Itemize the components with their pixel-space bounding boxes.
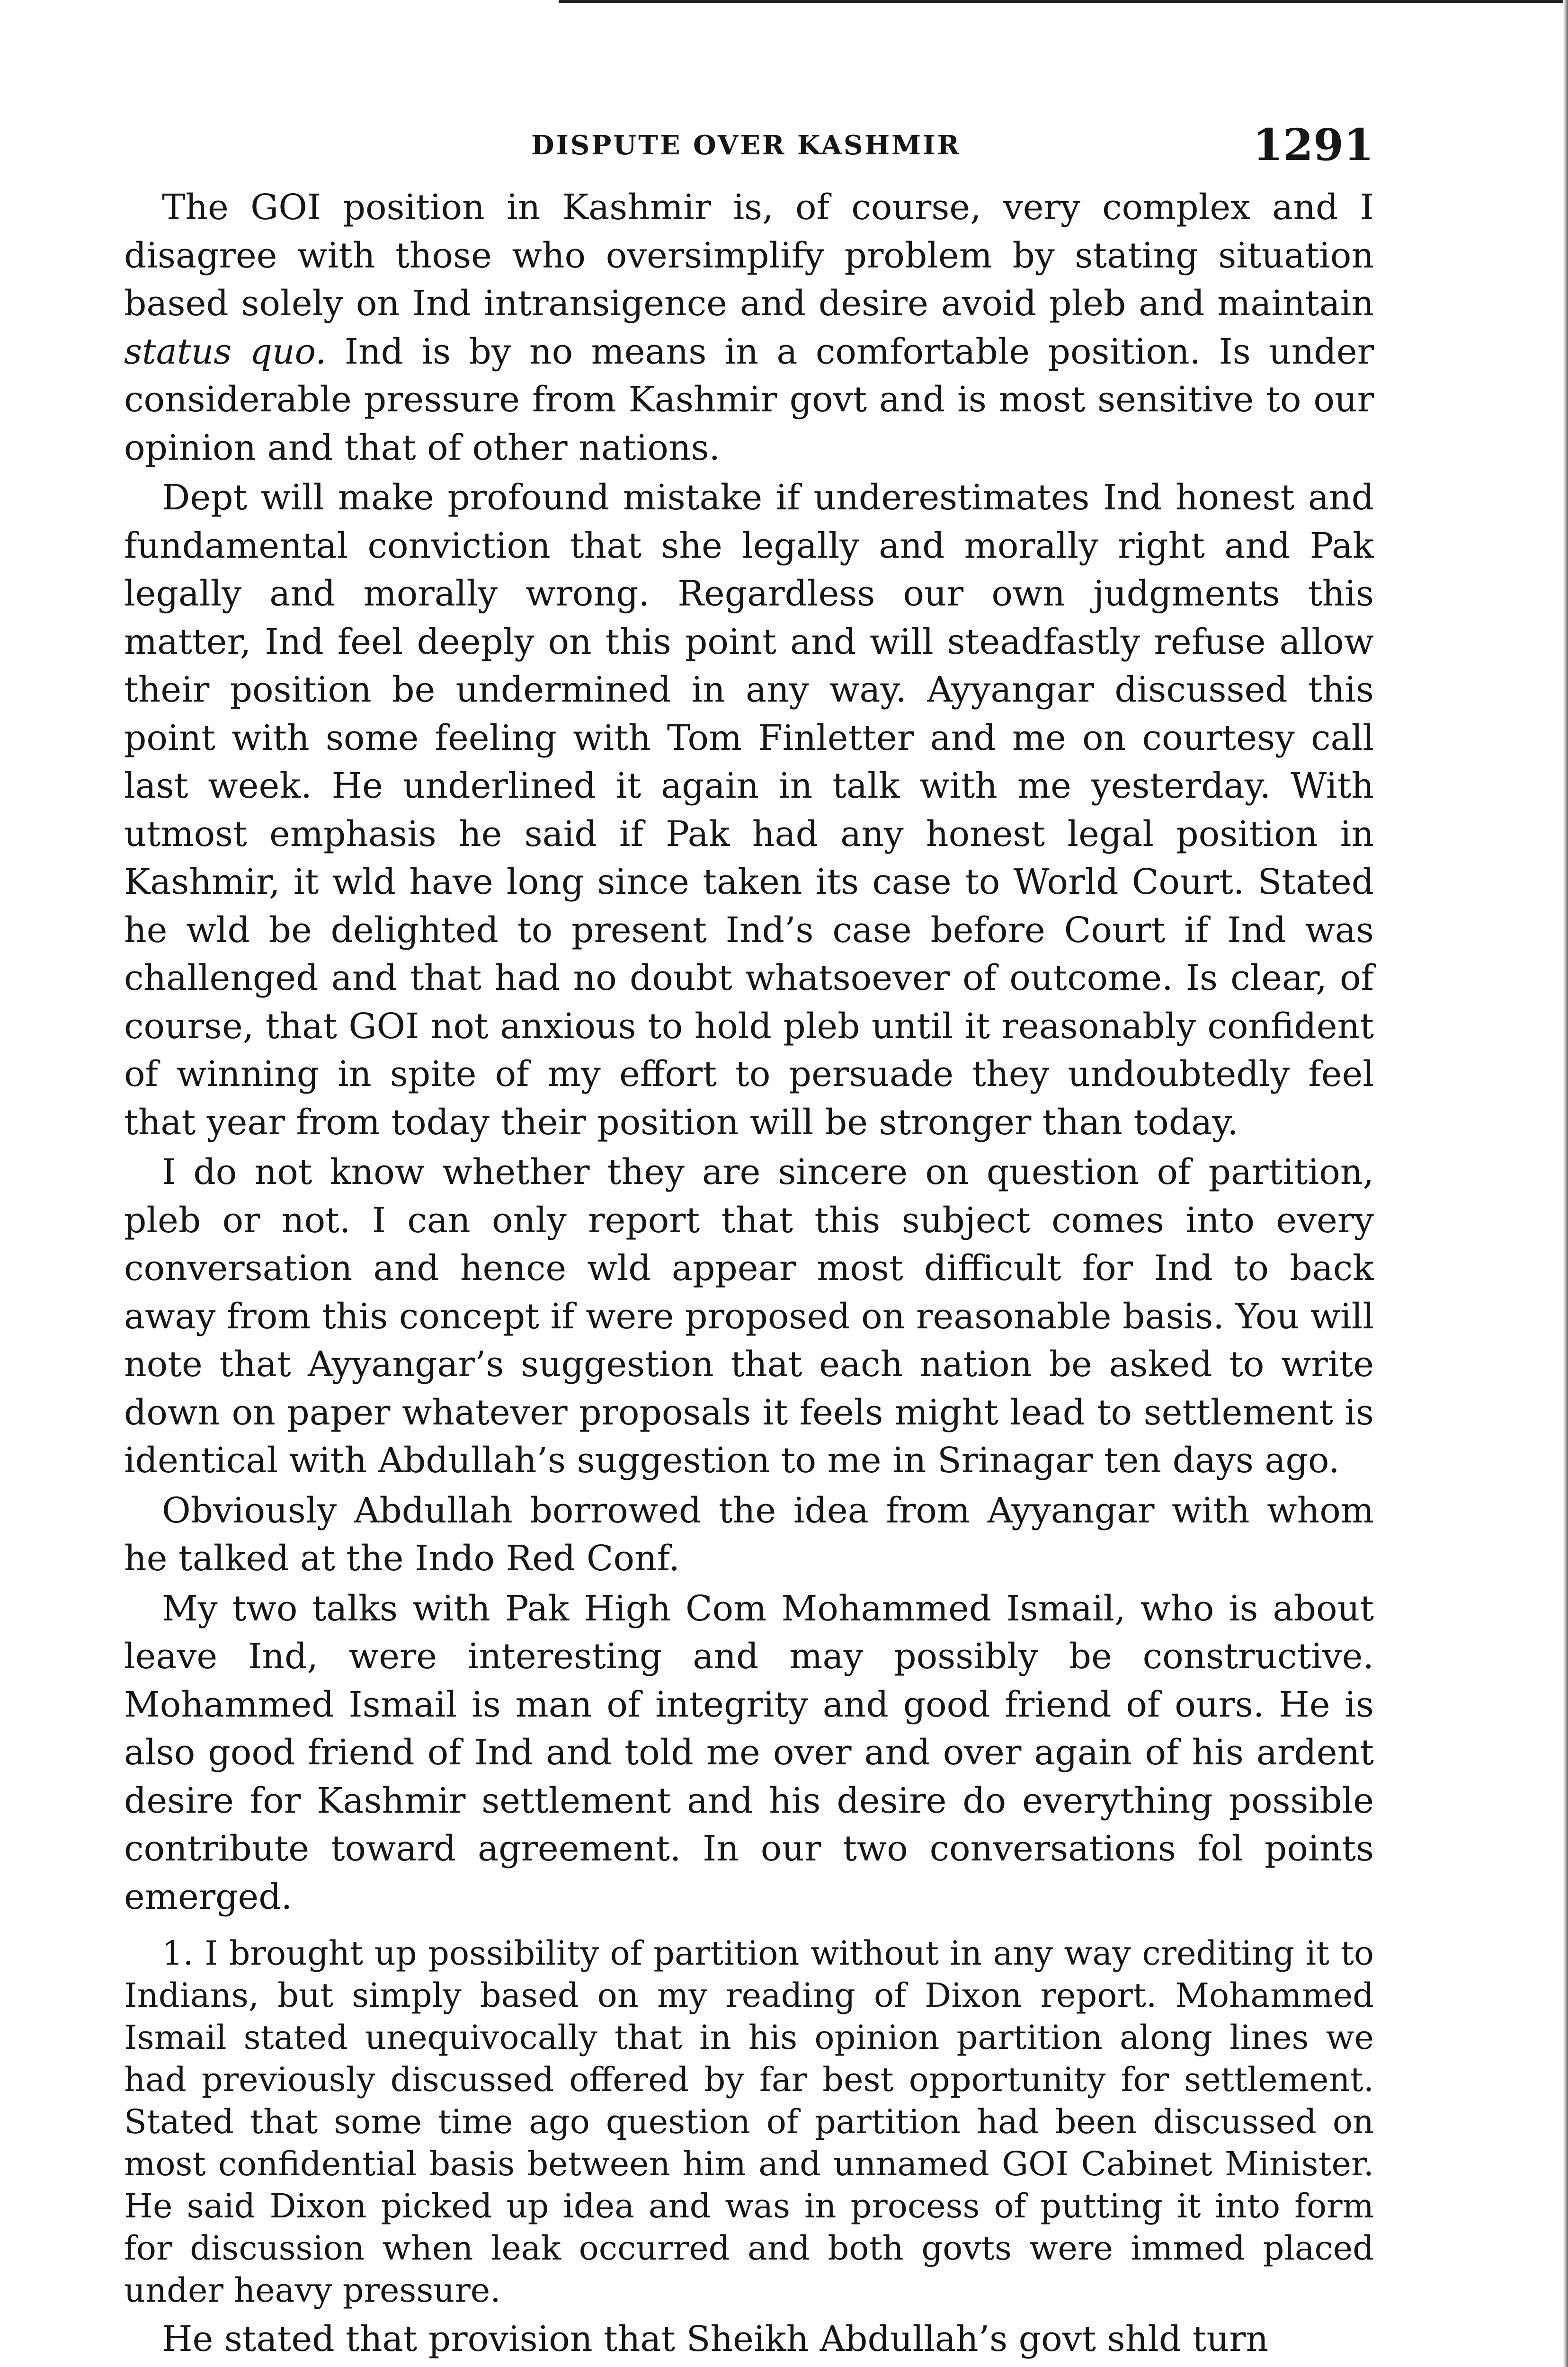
paragraph-2: Dept will make profound mistake if underestimates Ind honest and fundamental conviction that she legally and morally right and Pak legally and morally wrong. Regardless our own judgments this matter, Ind feel deeply on this point and will steadfastly refuse allow their position be undermined in any way. Ayyangar discussed this point with some feeling with Tom Finletter and me on courtesy call last week. He underlined it again in talk with me yesterday. With utmost emphasis he said if Pak had any honest legal position in Kashmir, it wld have long since taken its case to World Court. Stated he wld be delighted to present Ind’s case before Court if Ind was challenged and that had no doubt whatsoever of outcome. Is clear, of course, that GOI not anxious to hold pleb until it reasonably confident of winning in spite of my effort to persuade they undoubtedly feel that year from today their position will be stronger than today. — [124, 477, 1374, 1143]
paragraph-3: I do not know whether they are sincere on question of partition, pleb or not. I can only report that this subject comes into every conversation and hence wld appear most difficult for Ind to back away from this concept if were proposed on reasonable basis. You will note that Ayyangar’s suggestion that each nation be asked to write down on paper whatever proposals it feels might lead to settlement is identical with Abdullah’s suggestion to me in Srinagar ten days ago. — [124, 1152, 1374, 1481]
paragraph-7: He stated that provision that Sheikh Abdullah’s govt shld turn — [162, 2319, 1269, 2359]
page-edge-shadow — [1563, 0, 1568, 2367]
document-page — [124, 117, 1374, 2364]
running-title: DISPUTE OVER KASHMIR — [531, 130, 961, 161]
document-body — [124, 184, 1374, 2364]
top-edge-rule — [559, 0, 1568, 3]
paragraph-6: 1. I brought up possibility of partition without in any way crediting it to Indians, but simply based on my reading of Dixon report. Mohammed Ismail stated unequivocally that in his opinion partition along lines we had previously discussed offered by far best opportunity for settlement. Stated that some time ago question of partition had been discussed on most confidential basis between him and unnamed GOI Cabinet Minister. He said Dixon picked up idea and was in process of putting it into form for discussion when leak occurred and both govts were immed placed under heavy pressure. — [124, 1934, 1374, 2310]
paragraph-5: My two talks with Pak High Com Mohammed Ismail, who is about leave Ind, were interesting and may possibly be constructive. Mohammed Ismail is man of integrity and good friend of ours. He is also good friend of Ind and told me over and over again of his ardent desire for Kashmir settlement and his desire do everything possible contribute toward agreement. In our two conversations fol points emerged. — [124, 1588, 1374, 1917]
paragraph-1: The GOI position in Kashmir is, of course, very complex and I disagree with those who oversimplify problem by stating situation based solely on Ind intransigence and desire avoid pleb and maintain status quo. Ind is by no means in a comfortable position. Is under considerable pressure from Kashmir govt and is most sensitive to our opinion and that of other nations. — [124, 187, 1374, 468]
page-header — [124, 117, 1374, 184]
page-number: 1291 — [1252, 119, 1374, 170]
paragraph-4: Obviously Abdullah borrowed the idea from Ayyangar with whom he talked at the Indo Red Conf. — [124, 1490, 1374, 1579]
italic-status-quo: status quo. — [124, 331, 327, 372]
